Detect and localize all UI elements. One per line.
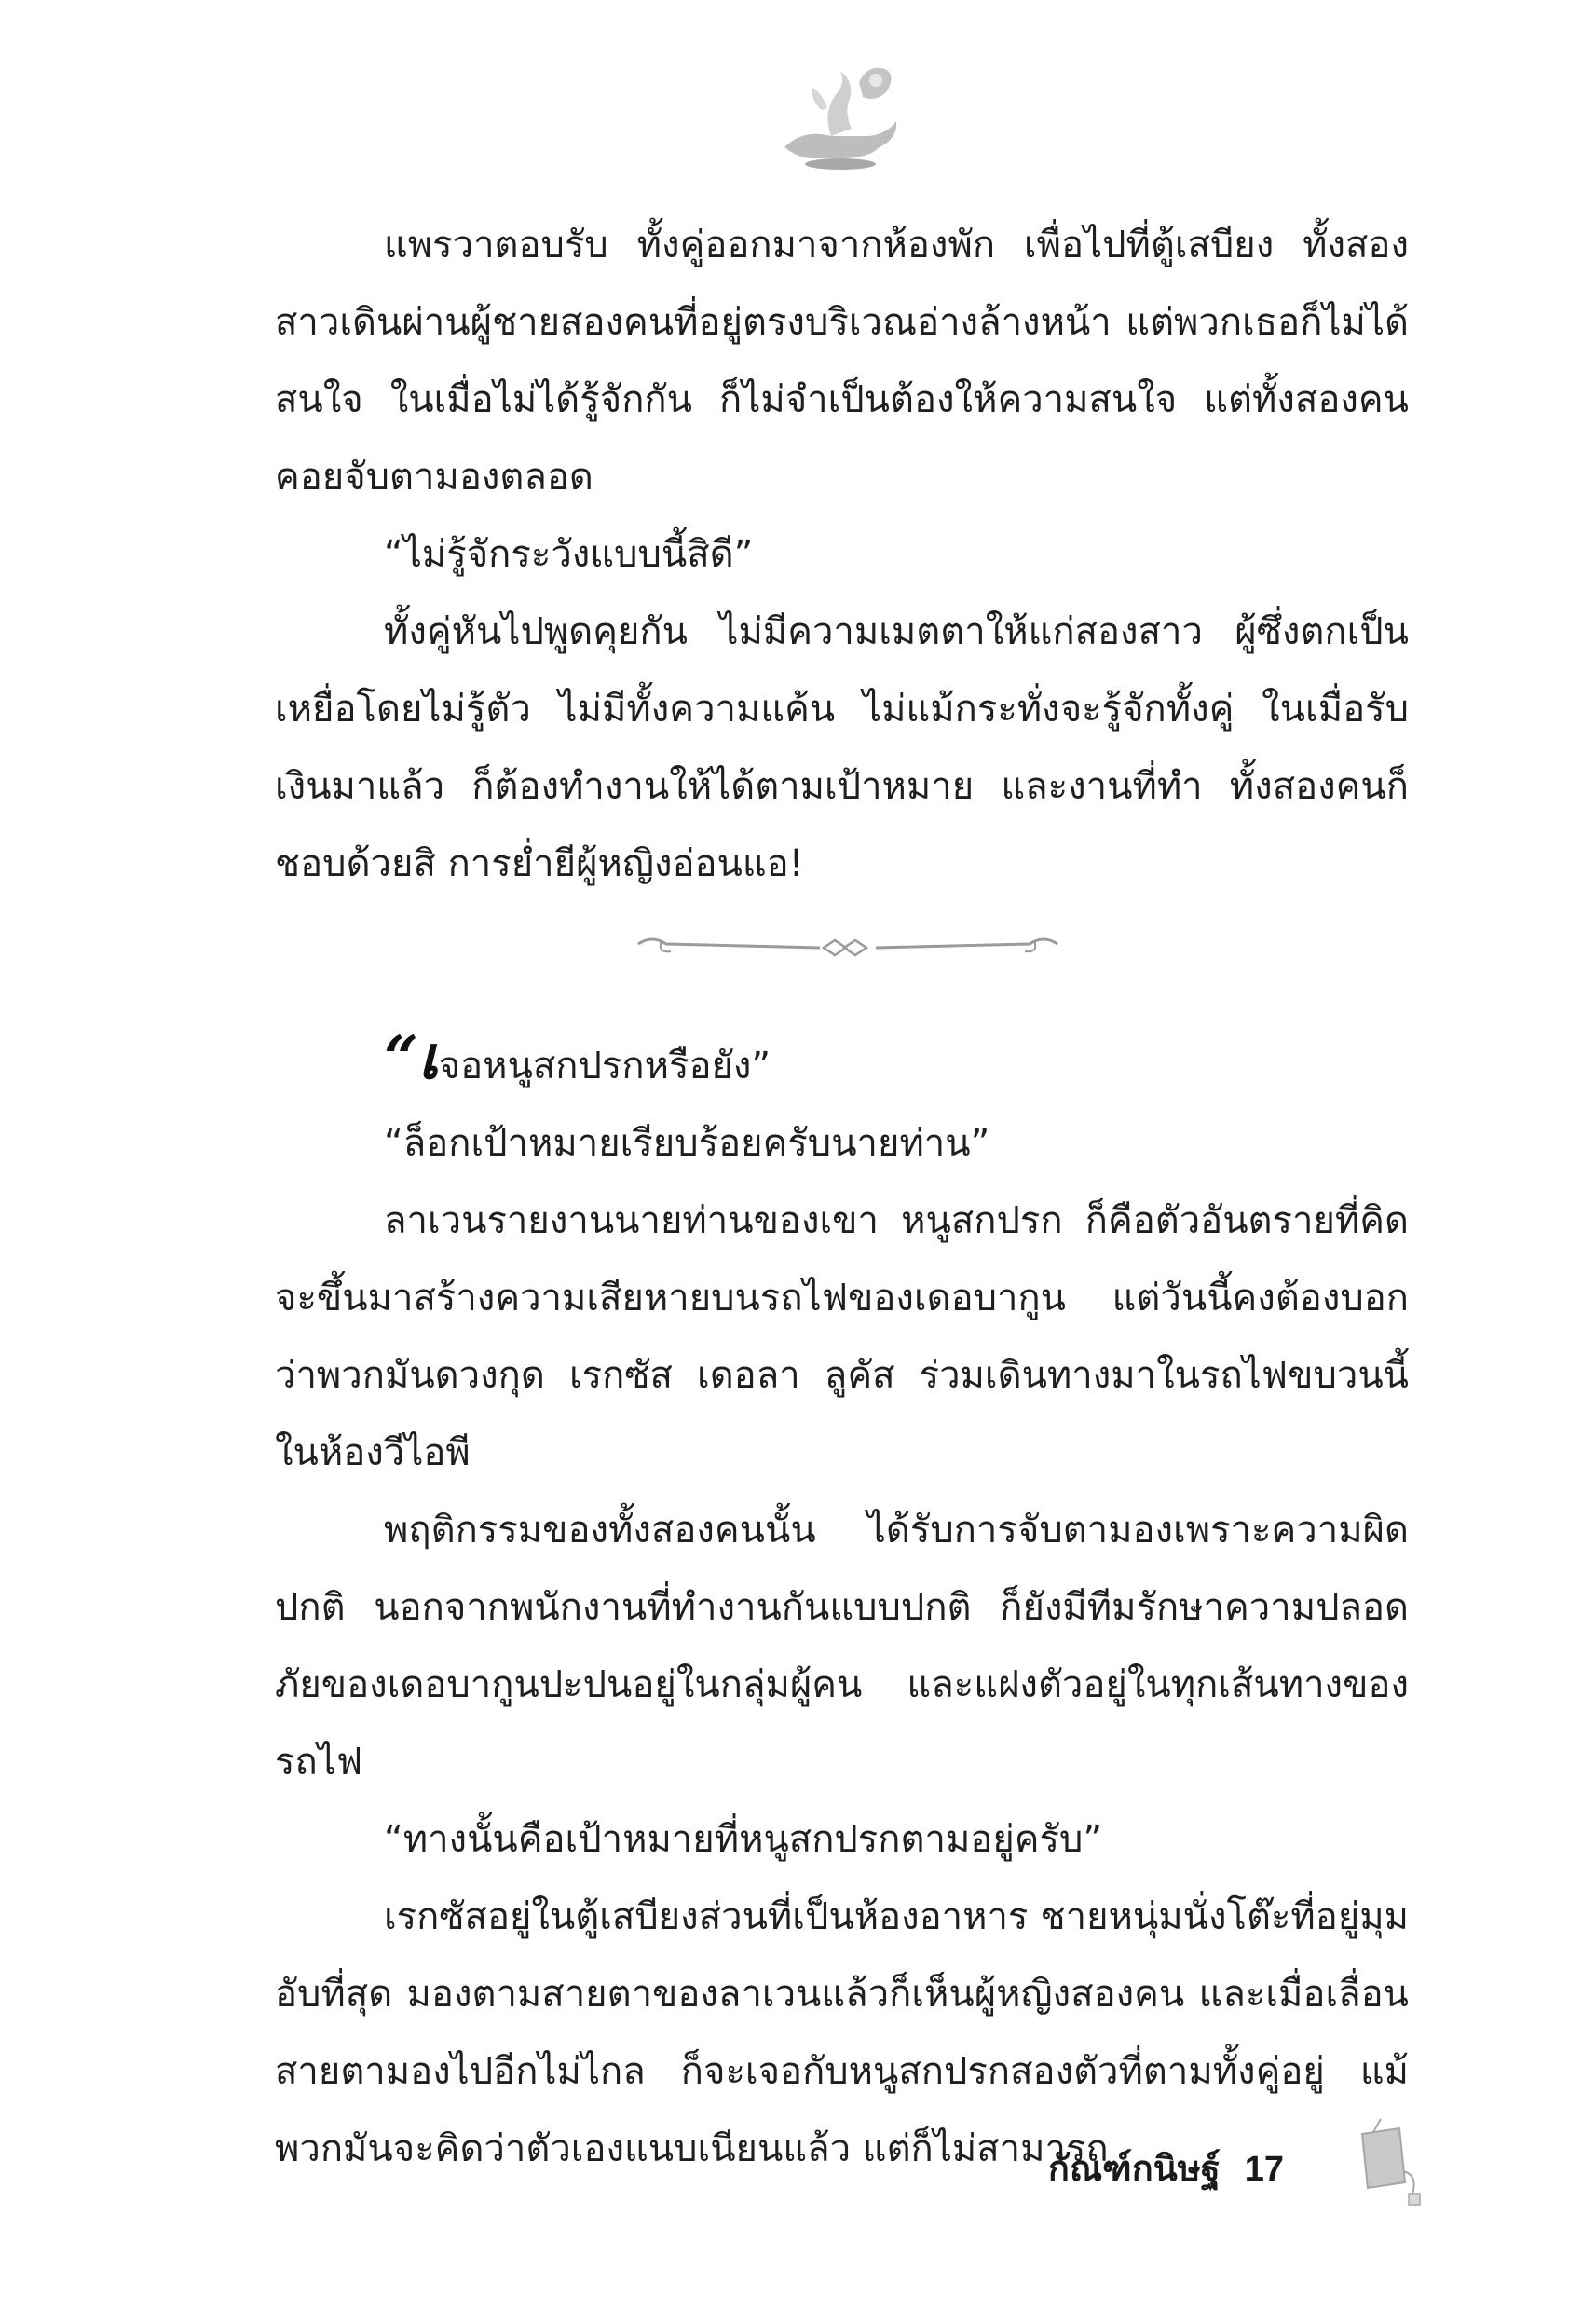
drop-cap-initial: เ — [417, 1023, 439, 1093]
section-two-text-block — [275, 1023, 1409, 2188]
opening-dialogue-text: จอหนูสกปรกหรือยัง” — [438, 1045, 771, 1087]
dialogue-line: “ไม่รู้จักระวังแบบนี้สิดี” — [384, 533, 754, 576]
genie-lamp-teapot-icon — [766, 54, 906, 175]
opening-quote-mark: “ — [384, 1023, 418, 1093]
opening-dialogue-line — [275, 1023, 1409, 1105]
page-footer — [1048, 2140, 1284, 2196]
body-paragraph: แพรวาตอบรับ ทั้งคู่ออกมาจากห้องพัก เพื่อไปที่ตู้เสบียง ทั้งสองสาวเดินผ่านผู้ชายสองคนที่อยู่ตรงบริเวณอ่างล้างหน้า แต่พวกเธอก็ไม่ได้สนใจ ในเมื่อไม่ได้รู้จักกัน ก็ไม่จำเป็นต้องให้ความสนใจ แต่ทั้งสองคนคอยจับตามองตลอด — [275, 224, 1409, 499]
dialogue-line: “ทางนั้นคือเป้าหมายที่หนูสกปรกตามอยู่ครับ” — [384, 1818, 1103, 1861]
top-text-block — [275, 207, 1409, 903]
body-paragraph: ทั้งคู่หันไปพูดคุยกัน ไม่มีความเมตตาให้แก่สองสาว ผู้ซึ่งตกเป็นเหยื่อโดยไม่รู้ตัว ไม่มีทั้งความแค้น ไม่แม้กระทั่งจะรู้จักทั้งคู่ ในเมื่อรับเงินมาแล้ว ก็ต้องทำงานให้ได้ตามเป้าหมาย และงานที่ทำ ทั้งสองคนก็ชอบด้วยสิ การย่ำยีผู้หญิงอ่อนแอ! — [275, 610, 1409, 885]
tea-bag-icon — [1351, 2115, 1425, 2208]
body-paragraph: พฤติกรรมของทั้งสองคนนั้น ได้รับการจับตามองเพราะความผิดปกติ นอกจากพนักงานที่ทำงานกันแบบปกติ ก็ยังมีทีมรักษาความปลอดภัยของเดอบากูนปะปนอยู่ในกลุ่มผู้คน และแฝงตัวอยู่ในทุกเส้นทางของรถไฟ — [275, 1509, 1409, 1784]
dialogue-line: “ล็อกเป้าหมายเรียบร้อยครับนายท่าน” — [384, 1122, 990, 1165]
body-paragraph: เรกซัสอยู่ในตู้เสบียงส่วนที่เป็นห้องอาหาร ชายหนุ่มนั่งโต๊ะที่อยู่มุมอับที่สุด มองตามสายตาของลาเวนแล้วก็เห็นผู้หญิงสองคน และเมื่อเลื่อนสายตามองไปอีกไม่ไกล ก็จะเจอกับหนูสกปรกสองตัวที่ตามทั้งคู่อยู่ แม้พวกมันจะคิดว่าตัวเองแนบเนียนแล้ว แต่ก็ไม่สามารถ — [275, 1895, 1409, 2170]
book-title: กัณฑ์กนิษฐ์ — [1047, 2150, 1221, 2189]
divider-flourish-icon — [634, 927, 1062, 964]
page-number: 17 — [1244, 2150, 1284, 2189]
body-paragraph: ลาเวนรายงานนายท่านของเขา หนูสกปรก ก็คือตัวอันตรายที่คิดจะขึ้นมาสร้างความเสียหายบนรถไฟของเดอบากูน แต่วันนี้คงต้องบอกว่าพวกมันดวงกุด เรกซัส เดอลา ลูคัส ร่วมเดินทางมาในรถไฟขบวนนี้ ในห้องวีไอพี — [275, 1199, 1409, 1474]
